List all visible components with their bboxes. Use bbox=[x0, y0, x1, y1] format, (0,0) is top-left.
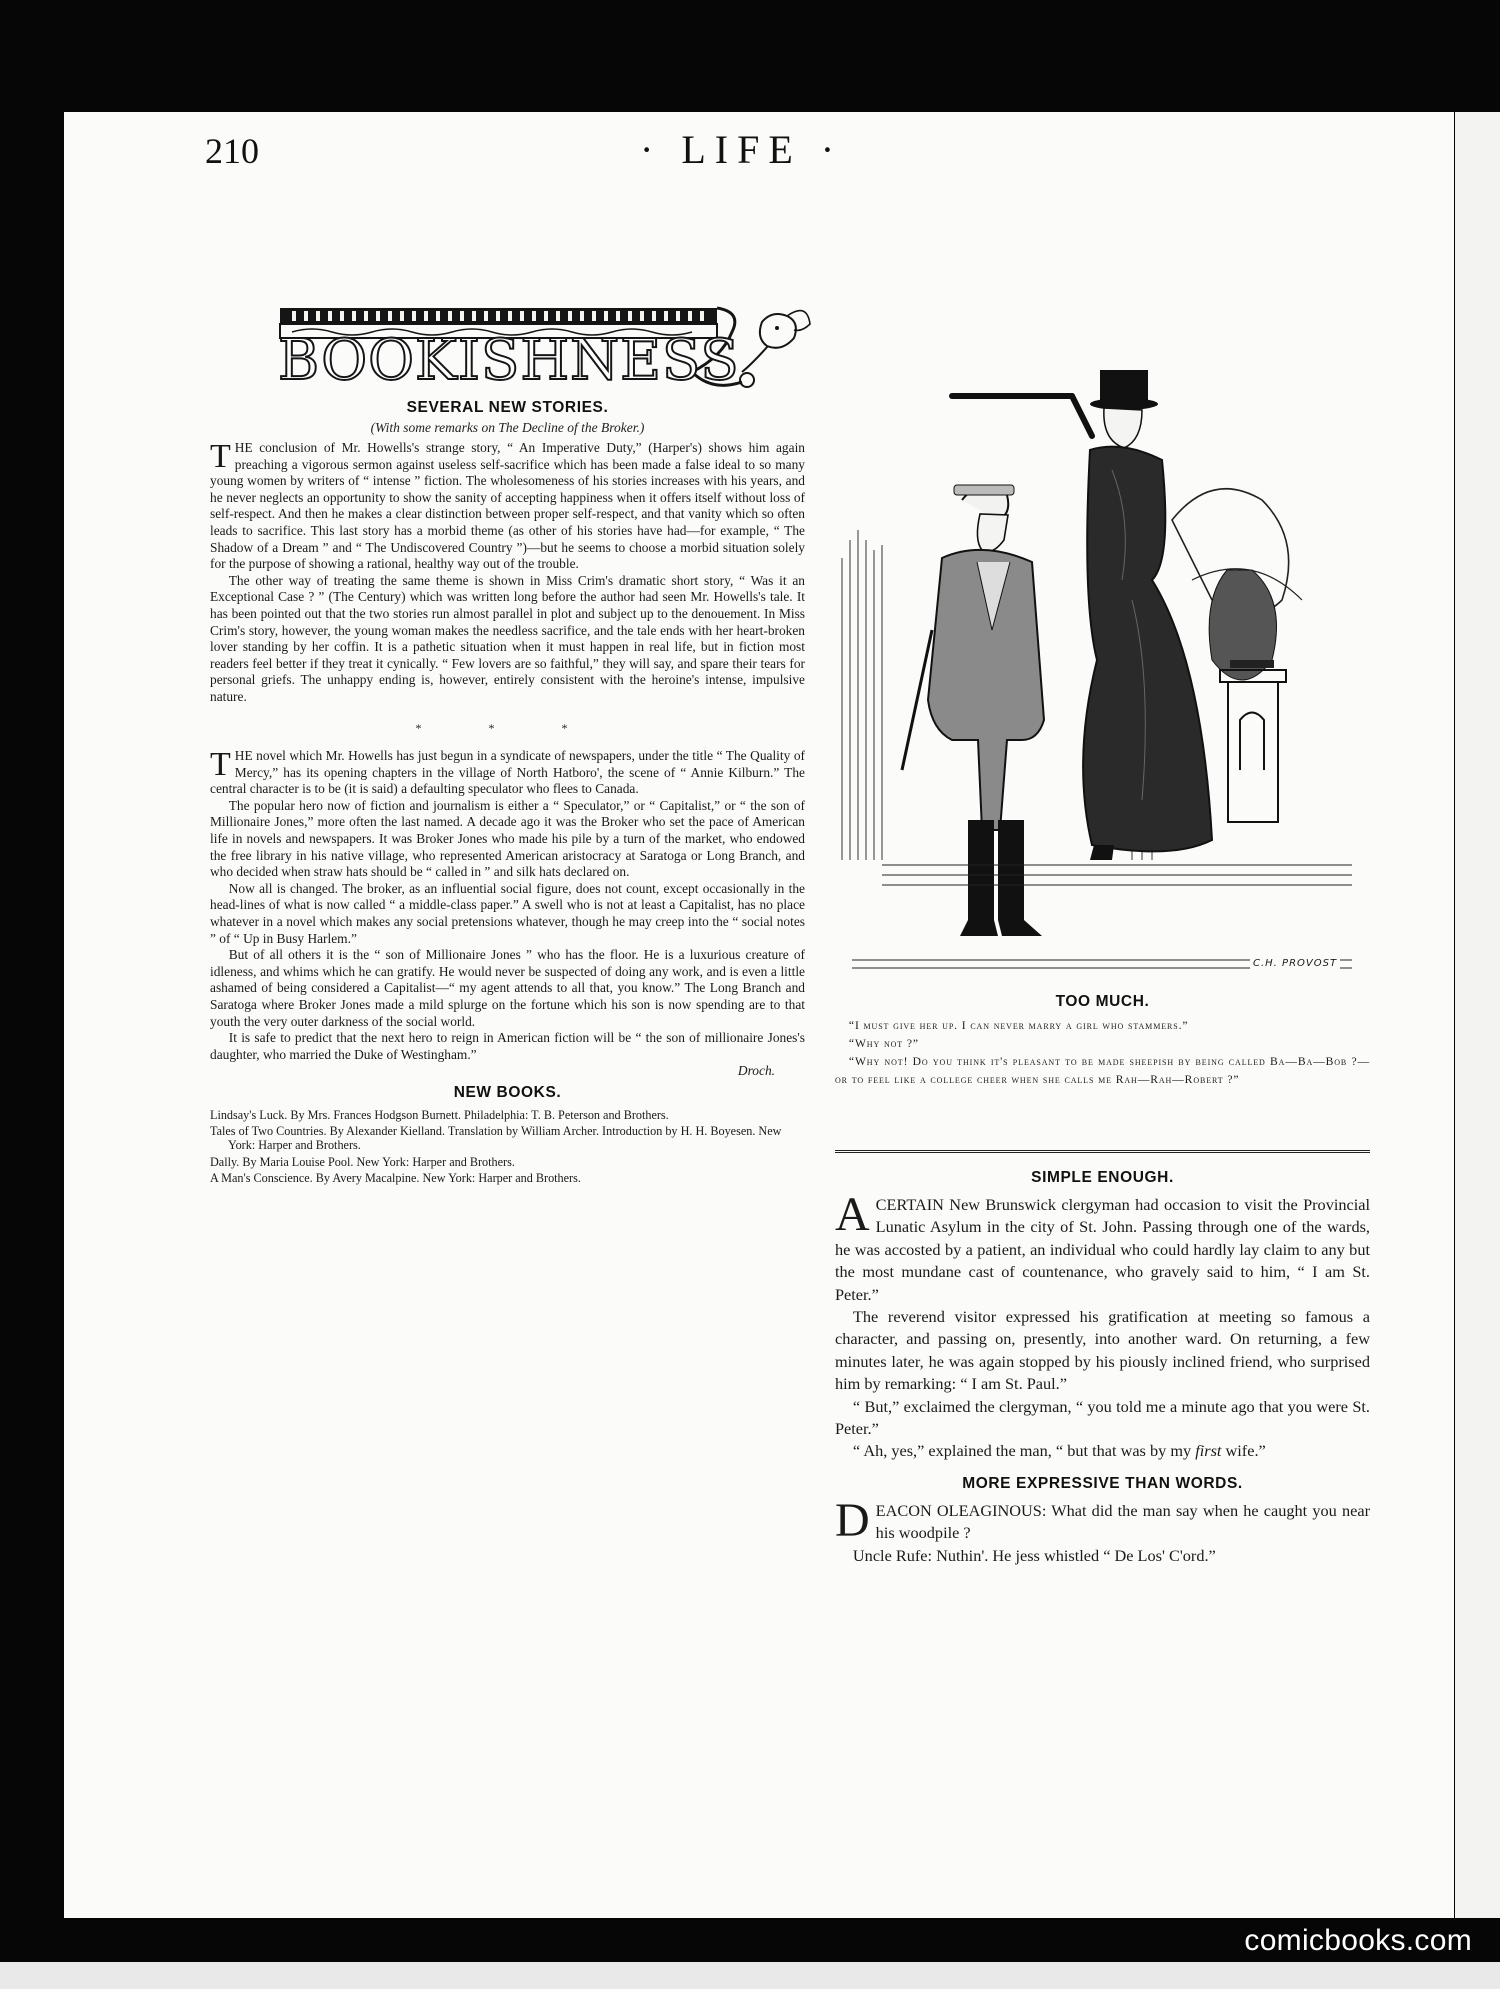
paragraph bbox=[210, 947, 805, 1030]
emphasis-text: first bbox=[1195, 1441, 1222, 1461]
paragraph-text: Now all is changed. The broker, as an influential social figure, does not count, except occasionally in the head-lines of what is now called “ a middle-class paper.” A swell who is not at least a Capitalist, has no place whatever in a novel which makes any social pretensions whatever, though he may creep into the “ social notes ” of “ Up in Busy Harlem.” bbox=[210, 880, 805, 946]
section-divider-stars: * * * bbox=[415, 720, 600, 735]
drop-cap: D bbox=[835, 1493, 870, 1547]
cartoon-illustration bbox=[832, 300, 1372, 990]
caption-line: “Why not! Do you think it's pleasant to be made sheepish by being called Ba—Ba—Bob ?—or to feel like a college cheer when she calls me Rah—Rah—Robert ?” bbox=[835, 1055, 1370, 1086]
paragraph bbox=[835, 1188, 1370, 1306]
paragraph-text: EACON OLEAGINOUS: What did the man say when he caught you near his woodpile ? bbox=[875, 1500, 1370, 1543]
article-simple-enough bbox=[835, 1169, 1370, 1567]
cartoon-caption bbox=[835, 1017, 1370, 1089]
paragraph-text: HE novel which Mr. Howells has just begun in a syndicate of newspapers, under the title “ The Quality of Mercy,” has its opening chapters in the village of North Hatboro', the scene of “ Annie Kilburn.” The central character is to be (it is said) a defaulting speculator who flees to Canada. bbox=[210, 748, 805, 797]
caption-line: “I must give her up. I can never marry a girl who stammers.” bbox=[848, 1019, 1189, 1032]
article-body bbox=[835, 1188, 1370, 1463]
paragraph-text: wife.” bbox=[1221, 1441, 1266, 1461]
paragraph bbox=[210, 881, 805, 947]
paragraph bbox=[210, 440, 805, 573]
article-title: MORE EXPRESSIVE THAN WORDS. bbox=[962, 1474, 1243, 1492]
bookishness-banner bbox=[272, 302, 812, 404]
book-listing: Dally. By Maria Louise Pool. New York: Harper and Brothers. bbox=[210, 1154, 515, 1169]
paragraph bbox=[835, 1440, 1370, 1462]
paragraph bbox=[835, 1493, 1370, 1547]
artist-signature: C.H. PROVOST bbox=[1250, 958, 1340, 969]
site-watermark: comicbooks.com bbox=[1244, 1924, 1472, 1957]
adjacent-page-edge bbox=[1455, 112, 1500, 1918]
paragraph bbox=[835, 1396, 1370, 1441]
paragraph-text: It is safe to predict that the next hero to reign in American fiction will be “ the son of millionaire Jones's daughter, who married the Duke of Westingham.” bbox=[210, 1030, 805, 1062]
paragraph bbox=[835, 1545, 1370, 1567]
paragraph-text: “ But,” exclaimed the clergyman, “ you told me a minute ago that you were St. Peter.” bbox=[835, 1396, 1370, 1439]
cartoon-title: TOO MUCH. bbox=[1055, 993, 1150, 1010]
paragraph bbox=[210, 1030, 805, 1063]
article-title: SEVERAL NEW STORIES. bbox=[406, 399, 609, 416]
book-listing: Tales of Two Countries. By Alexander Kielland. Translation by William Archer. Introduction by H. H. Boyesen. New York: Harper and Brothers. bbox=[210, 1124, 782, 1153]
book-listing: Lindsay's Luck. By Mrs. Frances Hodgson Burnett. Philadelphia: T. B. Peterson and Brothers. bbox=[210, 1107, 669, 1122]
drop-cap: T bbox=[210, 438, 231, 475]
article-title: SIMPLE ENOUGH. bbox=[1031, 1169, 1174, 1186]
new-books-list bbox=[210, 1108, 805, 1185]
paragraph bbox=[210, 573, 805, 706]
article-bookishness bbox=[210, 399, 805, 1187]
paragraph-text: CERTAIN New Brunswick clergyman had occasion to visit the Provincial Lunatic Asylum in the city of St. John. Passing through one of the wards, he was accosted by a patient, an individual who could hardly lay claim to any but the most mundane cast of countenance, who gravely said to him, “ I am St. Peter.” bbox=[835, 1195, 1370, 1304]
paragraph bbox=[210, 748, 805, 798]
page-number: 210 bbox=[205, 131, 259, 171]
article-subtitle: (With some remarks on The Decline of the Broker.) bbox=[370, 420, 645, 435]
article-too-much bbox=[835, 993, 1370, 1089]
drop-cap: A bbox=[835, 1188, 870, 1241]
new-books-title: NEW BOOKS. bbox=[453, 1083, 562, 1101]
author-signature: Droch. bbox=[737, 1063, 775, 1079]
paragraph bbox=[835, 1306, 1370, 1396]
article-body bbox=[210, 440, 805, 1080]
scan-bottom-edge bbox=[0, 1962, 1500, 1989]
paragraph-text: The reverend visitor expressed his gratification at meeting so famous a character, and passing on, presently, into another ward. On returning, a few minutes later, he was again stopped by his piously inclined friend, who surprised him by remarking: “ I am St. Paul.” bbox=[835, 1307, 1370, 1394]
paragraph-text: The popular hero now of fiction and journalism is either a “ Speculator,” or “ Capitalist,” or “ the son of Millionaire Jones,” more often the last named. A decade ago it was the Broker who set the pace of American life in novels and newspapers. It was Broker Jones who made his pile by a turn of the market, who endowed the free library in his native village, who represented American aristocracy at Saratoga or Long Branch, and who decided when straw hats should be “ called in ” and silk hats declared on. bbox=[210, 797, 805, 880]
cartoon-drawing bbox=[832, 300, 1372, 990]
paragraph-text: “ Ah, yes,” explained the man, “ but that was by my bbox=[852, 1441, 1196, 1461]
book-listing: A Man's Conscience. By Avery Macalpine. New York: Harper and Brothers. bbox=[210, 1170, 581, 1185]
section-rule bbox=[835, 1150, 1370, 1153]
paragraph-text: But of all others it is the “ son of Millionaire Jones ” who has the floor. He is a luxurious creature of idleness, and whims which he can gratify. He would never be suspected of doing any work, and is even a little ashamed of being considered a Capitalist—“ my agent attends to all that, you know.” The Long Branch and Saratoga where Broker Jones made a mild splurge on the fortune which his son is now spending are to that youth the very outer darkness of the social world. bbox=[210, 947, 805, 1029]
paragraph bbox=[210, 798, 805, 881]
drop-cap: T bbox=[210, 746, 231, 784]
article-body bbox=[835, 1493, 1370, 1567]
paragraph-text: HE conclusion of Mr. Howells's strange story, “ An Imperative Duty,” (Harper's) shows him again preaching a vigorous sermon against useless self-sacrifice which has been made a false ideal to so many young women by writers of “ intense ” fiction. The wholesomeness of his stories increases with his years, and he never neglects an opportunity to show the sanity of accepting happiness when it offers itself without loss of self-respect. And then he makes a clear distinction between proper self-respect, and that vanity which so often leads to sacrifice. This last story has a morbid theme (as other of his stories have had—for example, “ The Shadow of a Dream ” and “ The Undiscovered Country ”)—but he seems to choose a morbid situation solely for the purpose of showing a rational, healthy way out of the trouble. bbox=[210, 440, 805, 572]
caption-line: “Why not ?” bbox=[848, 1037, 919, 1050]
paragraph-text: Uncle Rufe: Nuthin'. He jess whistled “ De Los' C'ord.” bbox=[852, 1545, 1216, 1565]
masthead: · LIFE · bbox=[640, 127, 844, 172]
paragraph-text: The other way of treating the same theme is shown in Miss Crim's dramatic short story, “ Was it an Exceptional Case ? ” (The Century) which was written long before the author had seen Mr. Howells's tale. It has been pointed out that the two stories run almost parallel in plot and subject up to the denouement. In Miss Crim's story, however, the young woman makes the needless sacrifice, and the tale ends with her heart-broken lover standing by her coffin. It is a pathetic situation when it must happen in real life, but in fiction most readers feel better if they treat it cynically. “ Few lovers are so faithful,” they will say, and spare their tears for personal griefs. The unhappy ending is, however, entirely consistent with the heroine's intense, impulsive nature. bbox=[210, 572, 805, 704]
banner-title: BOOKISHNESS bbox=[278, 328, 740, 393]
